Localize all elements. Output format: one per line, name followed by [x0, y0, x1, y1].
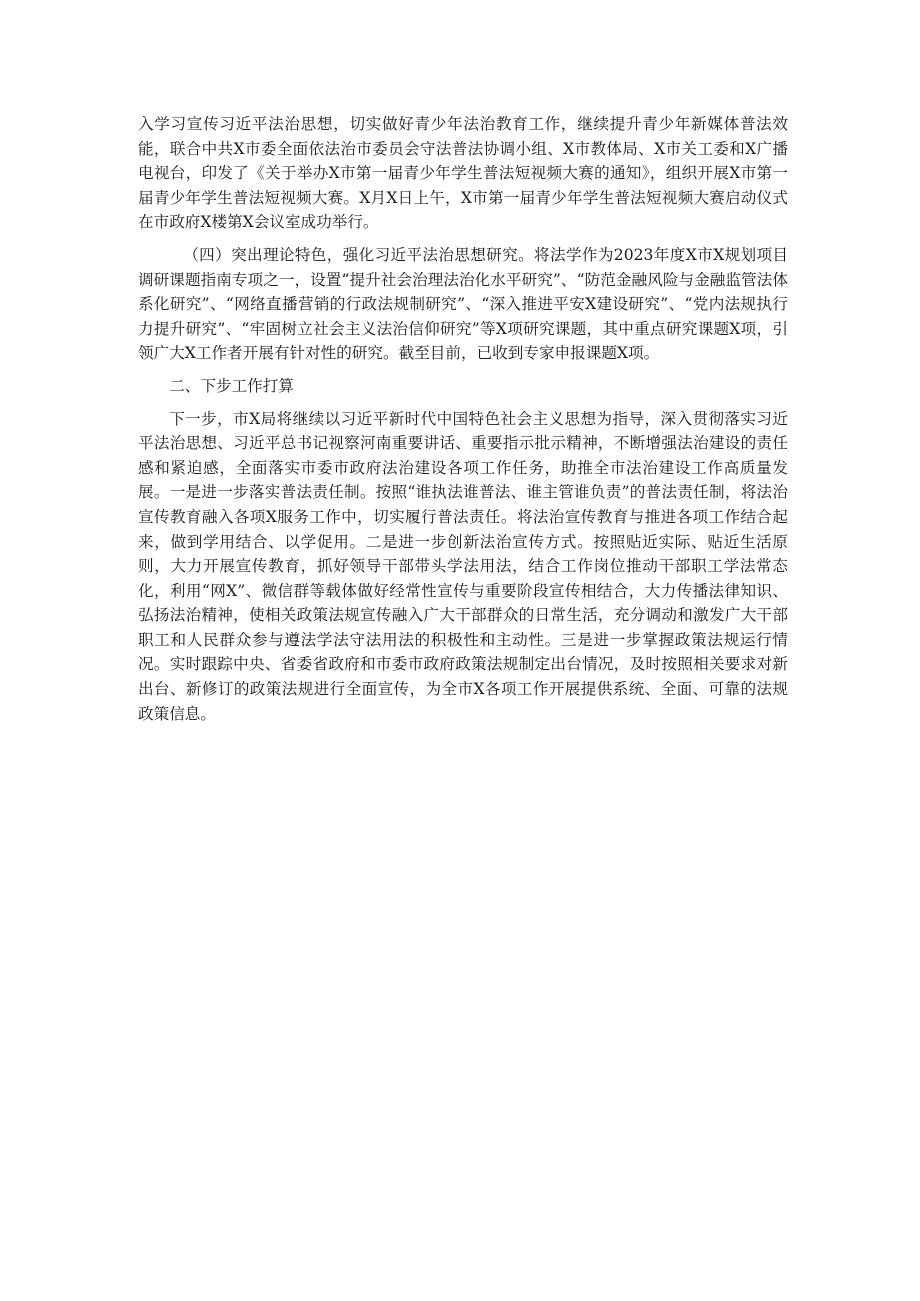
document-body: [138, 112, 788, 734]
paragraph-next-steps: 下一步，市X局将继续以习近平新时代中国特色社会主义思想为指导，深入贯彻落实习近平法治思想、习近平总书记视察河南重要讲话、重要指示批示精神，不断增强法治建设的责任感和紧迫感，全面落实市委市政府法治建设各项工作任务，助推全市法治建设工作高质量发展。一是进一步落实普法责任制。按照“谁执法谁普法、谁主管谁负责”的普法责任制，将法治宣传教育融入各项X服务工作中，切实履行普法责任。将法治宣传教育与推进各项工作结合起来，做到学用结合、以学促用。二是进一步创新法治宣传方式。按照贴近实际、贴近生活原则，大力开展宣传教育，抓好领导干部带头学法用法，结合工作岗位推动干部职工学法常态化，利用“网X”、微信群等载体做好经常性宣传与重要阶段宣传相结合，大力传播法律知识、弘扬法治精神，使相关政策法规宣传融入广大干部群众的日常生活，充分调动和激发广大干部职工和人民群众参与遵法学法守法用法的积极性和主动性。三是进一步掌握政策法规运行情况。实时跟踪中央、省委省政府和市委市政府政策法规制定出台情况，及时按照相关要求对新出台、新修订的政策法规进行全面宣传，为全市X各项工作开展提供系统、全面、可靠的法规政策信息。: [138, 409, 788, 723]
paragraph-continued: 入学习宣传习近平法治思想，切实做好青少年法治教育工作，继续提升青少年新媒体普法效能，联合中共X市委全面依法治市委员会守法普法协调小组、X市教体局、X市关工委和X广播电视台，印发了《关于举办X市第一届青少年学生普法短视频大赛的通知》，组织开展X市第一届青少年学生普法短视频大赛。X月X日上午，X市第一届青少年学生普法短视频大赛启动仪式在市政府X楼第X会议室成功举行。: [138, 115, 788, 232]
section-heading-next-steps: 二、下步工作打算: [169, 376, 294, 395]
paragraph-section-four: （四）突出理论特色，强化习近平法治思想研究。将法学作为2023年度X市X规划项目调研课题指南专项之一，设置“提升社会治理法治化水平研究”、“防范金融风险与金融监管法体系化研究”、“网络直播营销的行政法规制研究”、“深入推进平安X建设研究”、“党内法规执行力提升研究”、“牢固树立社会主义法治信仰研究”等X项研究课题，其中重点研究课题X项，引领广大X工作者开展有针对性的研究。截至目前，已收到专家申报课题X项。: [138, 245, 788, 363]
